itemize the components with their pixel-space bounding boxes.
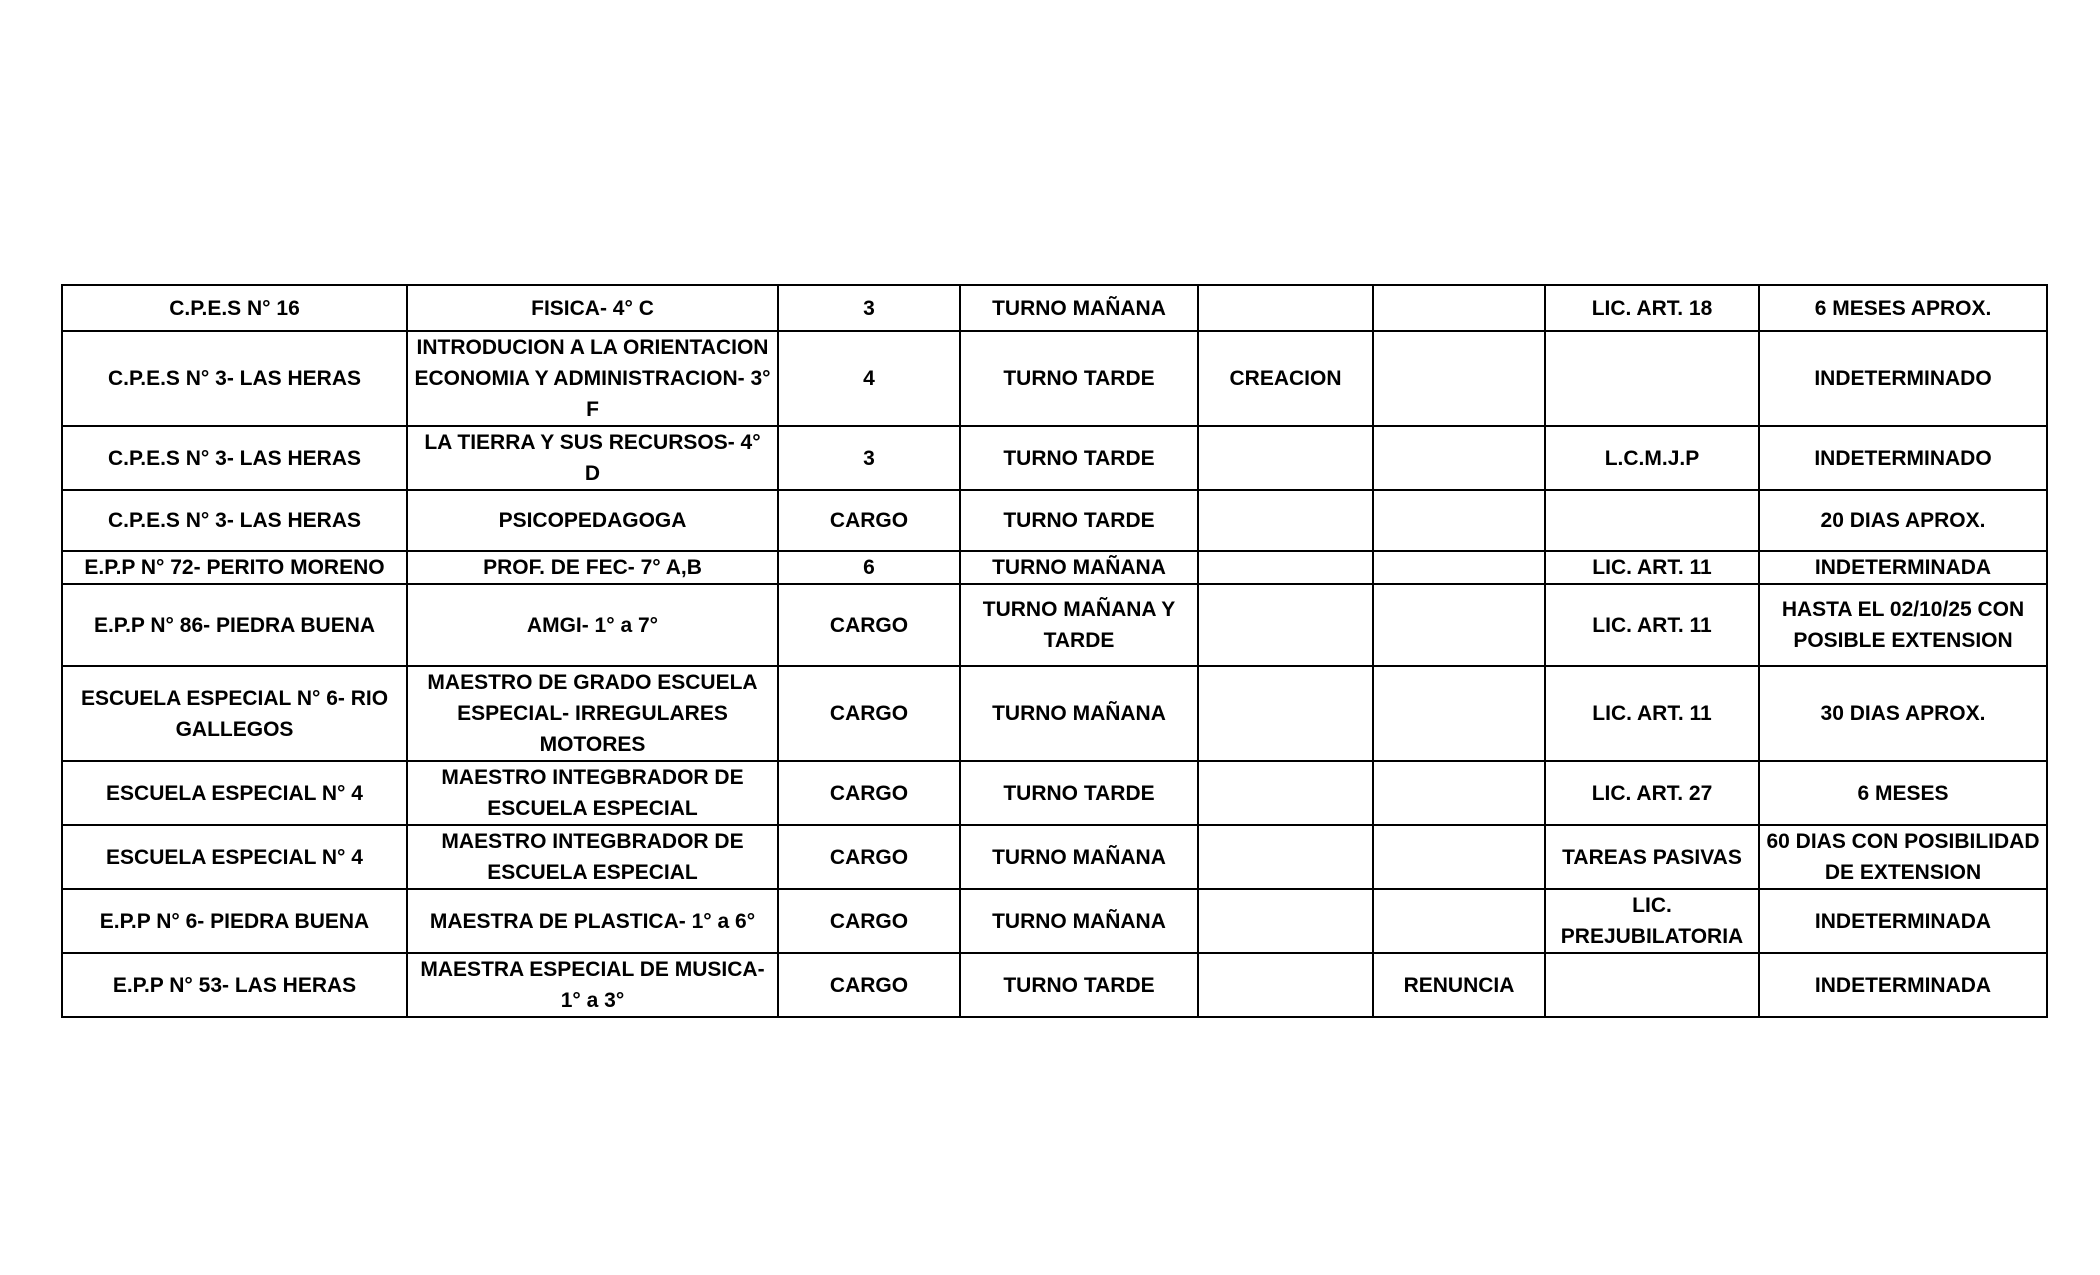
- cell-reason-b: RENUNCIA: [1373, 953, 1545, 1017]
- cell-subject: PROF. DE FEC- 7° A,B: [407, 551, 778, 584]
- cell-hours: CARGO: [778, 889, 960, 953]
- cell-school: E.P.P N° 72- PERITO MORENO: [62, 551, 407, 584]
- cell-shift: TURNO TARDE: [960, 953, 1198, 1017]
- table-row: [62, 584, 2047, 666]
- cell-shift: TURNO MAÑANA: [960, 551, 1198, 584]
- cell-reason-b: [1373, 490, 1545, 551]
- cell-school: E.P.P N° 86- PIEDRA BUENA: [62, 584, 407, 666]
- cell-school: ESCUELA ESPECIAL N° 4: [62, 825, 407, 889]
- cell-license: L.C.M.J.P: [1545, 426, 1759, 490]
- cell-reason-b: [1373, 666, 1545, 761]
- cell-duration: 6 MESES APROX.: [1759, 285, 2047, 331]
- cell-reason-b: [1373, 551, 1545, 584]
- cell-school: C.P.E.S N° 3- LAS HERAS: [62, 490, 407, 551]
- cell-duration: 60 DIAS CON POSIBILIDAD DE EXTENSION: [1759, 825, 2047, 889]
- cell-shift: TURNO MAÑANA: [960, 889, 1198, 953]
- cell-license: LIC. ART. 11: [1545, 584, 1759, 666]
- cell-duration: 6 MESES: [1759, 761, 2047, 825]
- cell-reason-a: [1198, 825, 1373, 889]
- cell-license: [1545, 331, 1759, 426]
- cell-license: [1545, 953, 1759, 1017]
- table-row: [62, 490, 2047, 551]
- cell-hours: CARGO: [778, 761, 960, 825]
- cell-reason-b: [1373, 889, 1545, 953]
- cell-school: C.P.E.S N° 3- LAS HERAS: [62, 331, 407, 426]
- cell-reason-a: [1198, 285, 1373, 331]
- cell-hours: 3: [778, 426, 960, 490]
- table-body: [62, 285, 2047, 1017]
- cell-school: C.P.E.S N° 16: [62, 285, 407, 331]
- cell-duration: INDETERMINADA: [1759, 953, 2047, 1017]
- cell-shift: TURNO MAÑANA: [960, 825, 1198, 889]
- cell-reason-b: [1373, 426, 1545, 490]
- cell-duration: 20 DIAS APROX.: [1759, 490, 2047, 551]
- cell-reason-b: [1373, 825, 1545, 889]
- cell-reason-a: [1198, 584, 1373, 666]
- vacancies-table: [61, 284, 2048, 1018]
- cell-reason-b: [1373, 584, 1545, 666]
- table-row: [62, 551, 2047, 584]
- cell-subject: MAESTRA ESPECIAL DE MUSICA- 1° a 3°: [407, 953, 778, 1017]
- cell-hours: CARGO: [778, 953, 960, 1017]
- cell-shift: TURNO TARDE: [960, 331, 1198, 426]
- cell-hours: 4: [778, 331, 960, 426]
- cell-duration: INDETERMINADO: [1759, 426, 2047, 490]
- cell-reason-a: [1198, 666, 1373, 761]
- cell-reason-a: [1198, 761, 1373, 825]
- cell-hours: CARGO: [778, 584, 960, 666]
- cell-subject: INTRODUCION A LA ORIENTACION ECONOMIA Y ADMINISTRACION- 3° F: [407, 331, 778, 426]
- table-row: [62, 331, 2047, 426]
- cell-license: LIC. ART. 27: [1545, 761, 1759, 825]
- cell-school: E.P.P N° 6- PIEDRA BUENA: [62, 889, 407, 953]
- table-row: [62, 825, 2047, 889]
- cell-subject: MAESTRO INTEGBRADOR DE ESCUELA ESPECIAL: [407, 825, 778, 889]
- cell-shift: TURNO TARDE: [960, 426, 1198, 490]
- cell-reason-b: [1373, 331, 1545, 426]
- cell-shift: TURNO MAÑANA: [960, 666, 1198, 761]
- cell-duration: INDETERMINADO: [1759, 331, 2047, 426]
- cell-license: LIC. ART. 11: [1545, 551, 1759, 584]
- cell-hours: CARGO: [778, 666, 960, 761]
- cell-license: TAREAS PASIVAS: [1545, 825, 1759, 889]
- cell-school: ESCUELA ESPECIAL N° 6- RIO GALLEGOS: [62, 666, 407, 761]
- cell-shift: TURNO TARDE: [960, 490, 1198, 551]
- cell-reason-a: [1198, 551, 1373, 584]
- table-row: [62, 953, 2047, 1017]
- cell-license: LIC. PREJUBILATORIA: [1545, 889, 1759, 953]
- cell-reason-a: [1198, 953, 1373, 1017]
- cell-shift: TURNO TARDE: [960, 761, 1198, 825]
- cell-reason-a: [1198, 426, 1373, 490]
- table-row: [62, 889, 2047, 953]
- cell-reason-a: CREACION: [1198, 331, 1373, 426]
- cell-subject: MAESTRA DE PLASTICA- 1° a 6°: [407, 889, 778, 953]
- cell-subject: MAESTRO DE GRADO ESCUELA ESPECIAL- IRREGULARES MOTORES: [407, 666, 778, 761]
- cell-reason-b: [1373, 285, 1545, 331]
- table-row: [62, 761, 2047, 825]
- cell-shift: TURNO MAÑANA: [960, 285, 1198, 331]
- table-row: [62, 285, 2047, 331]
- cell-duration: INDETERMINADA: [1759, 551, 2047, 584]
- cell-reason-a: [1198, 490, 1373, 551]
- cell-subject: LA TIERRA Y SUS RECURSOS- 4° D: [407, 426, 778, 490]
- cell-hours: 3: [778, 285, 960, 331]
- table-row: [62, 666, 2047, 761]
- cell-subject: FISICA- 4° C: [407, 285, 778, 331]
- cell-license: LIC. ART. 18: [1545, 285, 1759, 331]
- cell-subject: MAESTRO INTEGBRADOR DE ESCUELA ESPECIAL: [407, 761, 778, 825]
- cell-license: [1545, 490, 1759, 551]
- cell-subject: AMGI- 1° a 7°: [407, 584, 778, 666]
- cell-duration: INDETERMINADA: [1759, 889, 2047, 953]
- cell-duration: 30 DIAS APROX.: [1759, 666, 2047, 761]
- cell-hours: CARGO: [778, 490, 960, 551]
- cell-school: ESCUELA ESPECIAL N° 4: [62, 761, 407, 825]
- cell-school: E.P.P N° 53- LAS HERAS: [62, 953, 407, 1017]
- cell-hours: 6: [778, 551, 960, 584]
- cell-reason-a: [1198, 889, 1373, 953]
- cell-hours: CARGO: [778, 825, 960, 889]
- cell-license: LIC. ART. 11: [1545, 666, 1759, 761]
- table-row: [62, 426, 2047, 490]
- cell-subject: PSICOPEDAGOGA: [407, 490, 778, 551]
- cell-shift: TURNO MAÑANA Y TARDE: [960, 584, 1198, 666]
- cell-reason-b: [1373, 761, 1545, 825]
- cell-school: C.P.E.S N° 3- LAS HERAS: [62, 426, 407, 490]
- cell-duration: HASTA EL 02/10/25 CON POSIBLE EXTENSION: [1759, 584, 2047, 666]
